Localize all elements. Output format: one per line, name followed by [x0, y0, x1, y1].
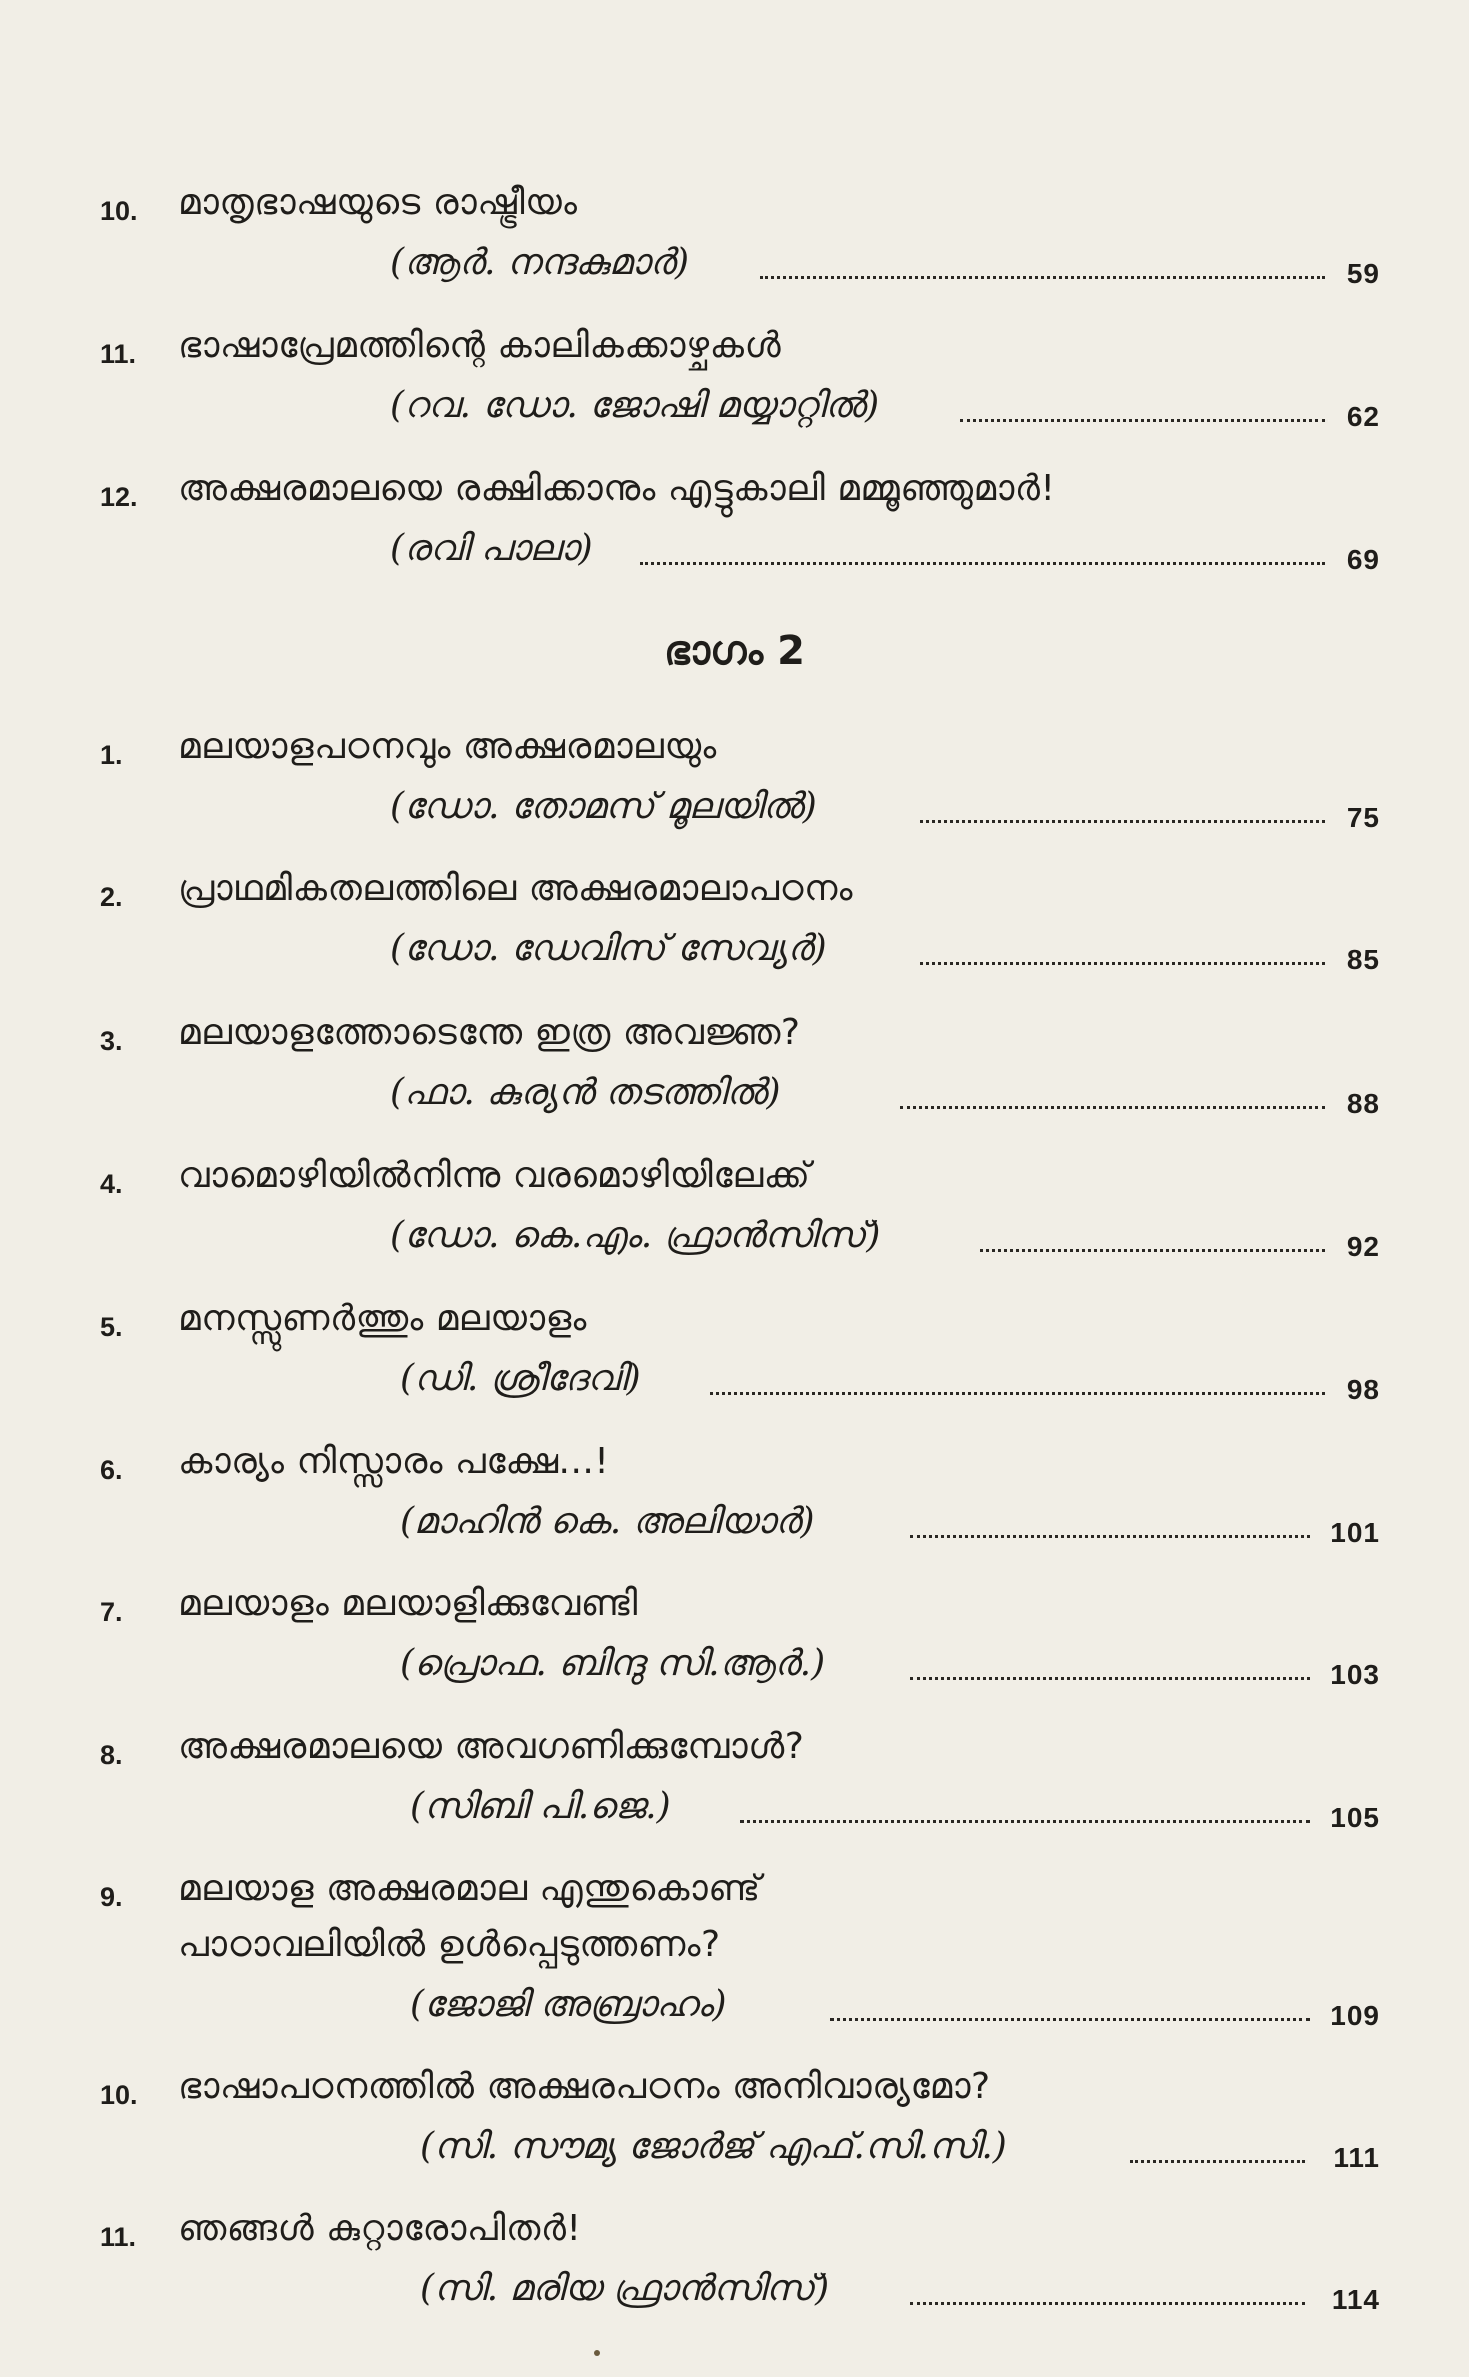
entry-author: (ഫാ. കുര്യൻ തടത്തിൽ) — [390, 1072, 781, 1113]
entry-page-number: 59 — [1346, 258, 1380, 289]
entry-page-number: 92 — [1346, 1231, 1380, 1262]
toc-entry — [100, 2066, 1400, 2180]
entry-page-number: 111 — [1333, 2142, 1380, 2173]
entry-number: 4. — [100, 1169, 123, 1199]
entry-title: ഭാഷാപഠനത്തിൽ അക്ഷരപഠനം അനിവാര്യമോ? — [178, 2066, 991, 2107]
leader-dots — [740, 1820, 1310, 1823]
leader-dots — [830, 2018, 1310, 2021]
entry-page-number: 101 — [1330, 1517, 1380, 1548]
toc-entry — [100, 1298, 1400, 1412]
leader-dots — [710, 1392, 1325, 1395]
entry-number: 2. — [100, 882, 123, 912]
entry-number: 6. — [100, 1455, 123, 1485]
entry-page-number: 98 — [1346, 1374, 1380, 1405]
entry-title: മലയാളത്തോടെന്തേ ഇത്ര അവജ്ഞ? — [178, 1012, 801, 1053]
entry-page-number: 109 — [1330, 2000, 1380, 2031]
toc-entry — [100, 325, 1400, 439]
section-heading: ഭാഗം 2 — [664, 628, 805, 674]
toc-entry — [100, 1441, 1400, 1555]
entry-author: (ഡോ. തോമസ് മൂലയിൽ) — [390, 786, 817, 827]
entry-title: മാതൃഭാഷയുടെ രാഷ്ട്രീയം — [178, 182, 578, 223]
entry-title: മലയാള അക്ഷരമാല എന്തുകൊണ്ട് — [178, 1868, 761, 1909]
toc-entry — [100, 2208, 1400, 2322]
leader-dots — [920, 962, 1325, 965]
entry-author: (ആർ. നന്ദകുമാർ) — [390, 242, 690, 283]
entry-title: പ്രാഥമികതലത്തിലെ അക്ഷരമാലാപഠനം — [178, 868, 853, 909]
entry-title: കാര്യം നിസ്സാരം പക്ഷേ...! — [178, 1441, 610, 1482]
entry-author: (ഡോ. കെ.എം. ഫ്രാൻസിസ്) — [390, 1215, 881, 1256]
entry-page-number: 62 — [1346, 401, 1380, 432]
toc-entry — [100, 1726, 1400, 1840]
toc-entry — [100, 868, 1400, 982]
entry-number: 3. — [100, 1026, 123, 1056]
entry-title-continuation: പാഠാവലിയിൽ ഉൾപ്പെടുത്തണം? — [178, 1924, 721, 1965]
entry-author: (സി. മരിയ ഫ്രാൻസിസ്) — [420, 2268, 830, 2309]
entry-page-number: 103 — [1330, 1659, 1380, 1690]
entry-author: (ഡി. ശ്രീദേവി) — [400, 1358, 641, 1399]
toc-entry — [100, 1868, 1400, 2038]
entry-author: (മാഹിൻ കെ. അലിയാർ) — [400, 1501, 815, 1542]
entry-page-number: 114 — [1331, 2284, 1380, 2315]
toc-entry — [100, 182, 1400, 296]
entry-author: (ഡോ. ഡേവിസ് സേവ്യർ) — [390, 928, 827, 969]
entry-number: 10. — [100, 196, 138, 226]
entry-number: 1. — [100, 740, 123, 770]
entry-title: മലയാളം മലയാളിക്കുവേണ്ടി — [178, 1583, 638, 1624]
entry-number: 5. — [100, 1312, 123, 1342]
entry-author: (രവി പാലാ) — [390, 528, 593, 569]
leader-dots — [640, 562, 1325, 565]
entry-number: 8. — [100, 1740, 123, 1770]
entry-number: 9. — [100, 1882, 123, 1912]
leader-dots — [980, 1249, 1325, 1252]
entry-title: മനസ്സുണർത്തും മലയാളം — [178, 1298, 587, 1339]
leader-dots — [900, 1106, 1325, 1109]
leader-dots — [920, 820, 1325, 823]
entry-number: 10. — [100, 2080, 138, 2110]
toc-entry — [100, 468, 1400, 582]
toc-entry — [100, 1012, 1400, 1126]
entry-page-number: 88 — [1346, 1088, 1380, 1119]
entry-page-number: 85 — [1346, 944, 1380, 975]
entry-page-number: 75 — [1346, 802, 1380, 833]
entry-title: വാമൊഴിയിൽനിന്നു വരമൊഴിയിലേക്ക് — [178, 1155, 811, 1196]
entry-author: (സിബി പി.ജെ.) — [410, 1786, 671, 1827]
leader-dots — [960, 419, 1325, 422]
leader-dots — [910, 2302, 1305, 2305]
entry-author: (റവ. ഡോ. ജോഷി മയ്യാറ്റിൽ) — [390, 385, 880, 426]
entry-page-number: 105 — [1330, 1802, 1380, 1833]
entry-title: അക്ഷരമാലയെ രക്ഷിക്കാനും എട്ടുകാലി മമ്മൂഞ്ഞുമാർ! — [178, 468, 1056, 509]
entry-number: 11. — [100, 339, 137, 369]
entry-author: (സി. സൗമ്യ ജോർജ് എഫ്.സി.സി.) — [420, 2126, 1007, 2167]
toc-entry — [100, 726, 1400, 840]
entry-number: 7. — [100, 1597, 123, 1627]
entry-title: ഞങ്ങൾ കുറ്റാരോപിതർ! — [178, 2208, 582, 2249]
leader-dots — [1130, 2160, 1305, 2163]
entry-number: 12. — [100, 482, 138, 512]
print-speck — [594, 2350, 600, 2356]
toc-entry — [100, 1155, 1400, 1269]
entry-number: 11. — [100, 2222, 137, 2252]
entry-title: ഭാഷാപ്രേമത്തിന്റെ കാലികക്കാഴ്ചകൾ — [178, 325, 782, 366]
toc-entry — [100, 1583, 1400, 1697]
entry-author: (ജോജി അബ്രാഹം) — [410, 1984, 727, 2025]
leader-dots — [760, 276, 1325, 279]
entry-title: അക്ഷരമാലയെ അവഗണിക്കുമ്പോൾ? — [178, 1726, 805, 1767]
entry-title: മലയാളപഠനവും അക്ഷരമാലയും — [178, 726, 717, 767]
entry-author: (പ്രൊഫ. ബിന്ദു സി.ആർ.) — [400, 1643, 826, 1684]
leader-dots — [910, 1535, 1310, 1538]
entry-page-number: 69 — [1346, 544, 1380, 575]
leader-dots — [910, 1677, 1310, 1680]
